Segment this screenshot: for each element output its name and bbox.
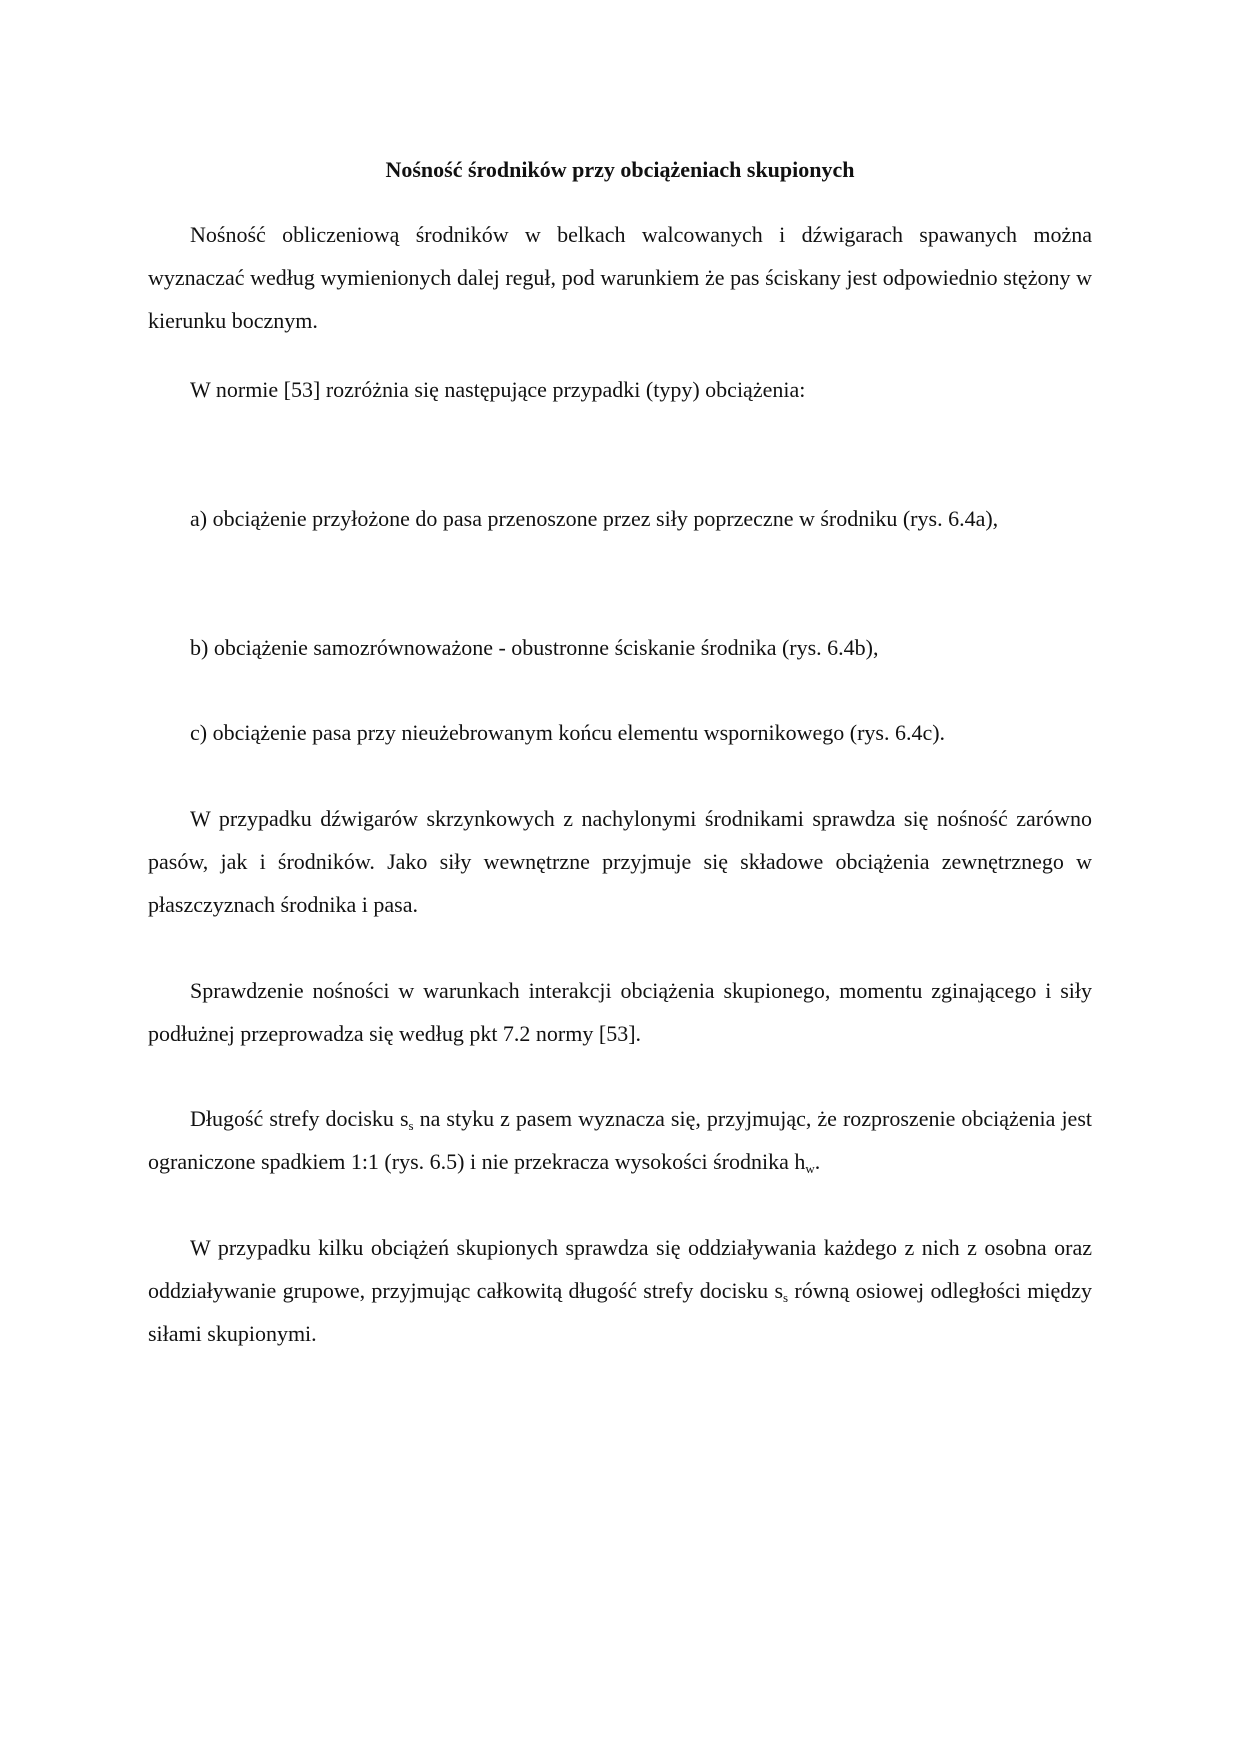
subscript-s: s	[783, 1290, 789, 1305]
subscript-w: w	[805, 1161, 815, 1176]
list-item-a: a) obciążenie przyłożone do pasa przenoszone przez siły poprzeczne w środniku (rys. 6.4a),	[190, 506, 999, 531]
subscript-s: s	[408, 1118, 414, 1133]
list-item-c: c) obciążenie pasa przy nieużebrowanym końcu elementu wspornikowego (rys. 6.4c).	[190, 720, 946, 745]
paragraph-5-text-3: .	[814, 1149, 821, 1174]
paragraph-6-text-2: równą osiowej odległości między siłami skupionymi.	[148, 1278, 1092, 1346]
paragraph-web-resistance: Nośność obliczeniową środników w belkach walcowanych i dźwigarach spawanych można wyznaczać według wymienionych dalej reguł, pod warunkiem że pas ściskany jest odpowiednio stężony w kierunku bocznym.	[148, 222, 1092, 333]
document-title: Nośność środników przy obciążeniach skupionych	[385, 157, 855, 182]
paragraph-5-text-1: Długość strefy docisku s	[190, 1106, 409, 1131]
paragraph-box-girders: W przypadku dźwigarów skrzynkowych z nachylonymi środnikami sprawdza się nośność zarówno pasów, jak i środników. Jako siły wewnętrzne przyjmuje się składowe obciążenia zewnętrznego w płaszczyznach środnika i pasa.	[148, 806, 1092, 917]
paragraph-bearing-length	[148, 1097, 1092, 1183]
paragraph-multiple-loads	[148, 1226, 1092, 1355]
paragraph-5-text-2: na styku z pasem wyznacza się, przyjmując, że rozproszenie obciążenia jest ograniczone spadkiem 1:1 (rys. 6.5) i nie przekracza wysokości środnika h	[148, 1106, 1092, 1174]
list-item-b: b) obciążenie samozrównoważone - obustronne ściskanie środnika (rys. 6.4b),	[190, 635, 879, 660]
paragraph-6-text-1: W przypadku kilku obciążeń skupionych sprawdza się oddziaływania każdego z nich z osobna oraz oddziaływanie grupowe, przyjmując całkowitą długość strefy docisku s	[148, 1235, 1092, 1303]
paragraph-load-types-intro: W normie [53] rozróżnia się następujące przypadki (typy) obciążenia:	[190, 377, 806, 402]
paragraph-interaction-check: Sprawdzenie nośności w warunkach interakcji obciążenia skupionego, momentu zginającego i siły podłużnej przeprowadza się według pkt 7.2 normy [53].	[148, 978, 1092, 1046]
